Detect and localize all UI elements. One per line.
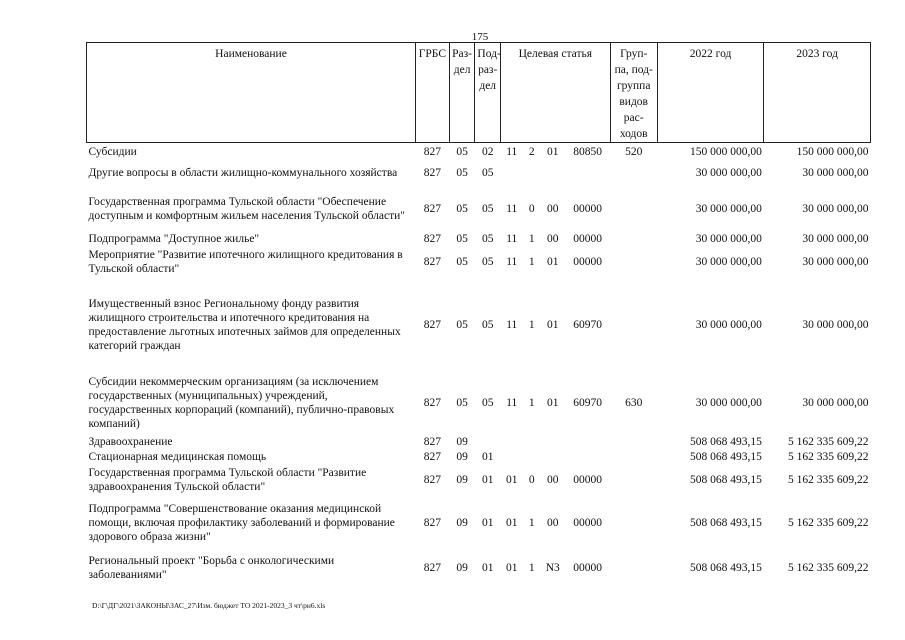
cell-target-event [540,434,565,449]
cell-target-program: 11 [506,397,518,409]
cell-target-event: 01 [547,256,559,268]
cell-target-event [540,159,565,187]
cell-target-direction [565,449,610,464]
cell-podrazdel: 01 [481,562,494,574]
cell-target-subprogram: 1 [528,256,535,268]
table-row [87,372,871,434]
cell-target-direction: 00000 [573,474,602,486]
cell-amount-2022: 30 000 000,00 [695,167,762,179]
cell-podrazdel: 01 [481,450,494,463]
cell-grbs: 827 [423,146,441,158]
cell-expense-group [610,246,657,278]
cell-amount-2022: 30 000 000,00 [695,203,762,215]
table-row [87,143,871,160]
cell-amount-2022: 508 068 493,15 [689,435,762,448]
table-row [87,159,871,187]
cell-expense-group [610,449,657,464]
table-row [87,496,871,550]
col-header-razdel: Раз- дел [449,43,475,143]
cell-amount-2023: 30 000 000,00 [802,232,869,245]
cell-target-direction: 60970 [573,397,602,409]
cell-razdel: 05 [456,146,468,158]
cell-target-program [501,449,524,464]
cell-amount-2022: 30 000 000,00 [695,232,762,245]
cell-razdel: 05 [456,167,468,179]
cell-amount-2022: 30 000 000,00 [695,256,762,268]
cell-expense-group [610,278,657,372]
cell-grbs: 827 [423,203,441,215]
cell-amount-2023: 150 000 000,00 [796,146,869,158]
table-row [87,231,871,246]
cell-podrazdel: 02 [481,146,494,158]
cell-target-direction: 00000 [573,203,602,215]
cell-amount-2023: 5 162 335 609,22 [788,435,869,448]
file-path-footer: D:\Г\ДГ\2021\ЗАКОНЫ\ЗАС_27\Изм. бюджет ТО 2021-2023_3 чт\рн6.xls [92,601,326,610]
cell-name: Государственная программа Тульской области "Обеспечение доступным и комфортным жильем населения Тульской области" [88,196,405,222]
cell-name: Имущественный взнос Региональному фонду развития жилищного строительства и ипотечного кредитования на предоставление льготных ипотечных займов для определенных категорий граждан [88,298,401,352]
col-header-podrazdel: Под- раз- дел [475,43,501,143]
cell-amount-2023: 5 162 335 609,22 [788,474,869,486]
cell-expense-group [610,464,657,496]
cell-amount-2022: 150 000 000,00 [689,146,762,158]
cell-razdel: 05 [456,319,468,331]
cell-target-direction: 80850 [573,146,602,158]
cell-target-event: 01 [547,319,559,331]
cell-razdel: 05 [456,256,468,268]
cell-target-program: 11 [506,146,518,158]
cell-amount-2023: 5 162 335 609,22 [788,517,869,529]
cell-target-subprogram [523,159,540,187]
col-header-2022: 2022 год [657,43,764,143]
cell-target-program: 11 [506,319,518,331]
cell-amount-2023: 30 000 000,00 [802,319,869,331]
cell-target-direction: 00000 [573,232,602,245]
cell-razdel: 05 [456,397,468,409]
cell-grbs: 827 [423,397,441,409]
cell-podrazdel: 05 [481,397,494,409]
cell-razdel: 09 [456,435,468,448]
cell-target-event: 01 [547,397,559,409]
header-row [87,43,871,143]
cell-expense-group [610,434,657,449]
cell-target-program: 01 [506,474,518,486]
cell-target-event: 00 [547,232,559,245]
cell-name: Стационарная медицинская помощь [88,450,267,463]
col-header-group: Груп- па, под- группа видов рас- ходов [610,43,657,143]
cell-grbs: 827 [423,450,441,463]
cell-podrazdel [475,434,501,449]
cell-razdel: 05 [456,232,468,245]
cell-amount-2022: 30 000 000,00 [695,319,762,331]
col-header-grbs: ГРБС [415,43,449,143]
cell-grbs: 827 [423,319,441,331]
cell-name: Подпрограмма "Совершенствование оказания медицинской помощи, включая профилактику заболеваний и формирование здорового образа жизни" [88,503,395,543]
cell-target-program [501,434,524,449]
cell-target-direction [565,434,610,449]
cell-target-program: 11 [506,203,518,215]
cell-target-direction: 00000 [573,517,602,529]
cell-target-program: 11 [506,256,518,268]
table-row [87,449,871,464]
cell-name: Другие вопросы в области жилищно-коммунального хозяйства [88,167,398,179]
cell-amount-2022: 508 068 493,15 [689,450,762,463]
cell-target-subprogram: 1 [528,319,535,331]
cell-target-subprogram: 1 [528,517,535,529]
cell-podrazdel: 05 [481,319,494,331]
cell-target-subprogram: 1 [528,232,535,245]
table-row [87,434,871,449]
cell-expense-group: 630 [625,397,643,409]
cell-podrazdel: 05 [481,167,494,179]
cell-name: Здравоохранение [88,435,173,448]
col-header-2023: 2023 год [764,43,871,143]
table-row [87,246,871,278]
cell-target-event: N3 [545,562,560,574]
cell-target-event [540,449,565,464]
cell-target-subprogram: 1 [528,397,535,409]
cell-podrazdel: 01 [481,474,494,486]
cell-target-event: 01 [547,146,559,158]
cell-amount-2023: 30 000 000,00 [802,167,869,179]
cell-expense-group: 520 [625,146,643,158]
cell-target-direction [565,159,610,187]
cell-name: Мероприятие "Развитие ипотечного жилищного кредитования в Тульской области" [88,249,403,275]
cell-expense-group [610,187,657,231]
cell-amount-2022: 508 068 493,15 [689,562,762,574]
table-body [87,143,871,587]
cell-expense-group [610,550,657,586]
budget-table [86,42,871,586]
cell-amount-2023: 30 000 000,00 [802,256,869,268]
table-row [87,278,871,372]
col-header-target: Целевая статья [501,43,611,143]
cell-target-subprogram: 2 [528,146,535,158]
page-number: 175 [471,31,489,43]
cell-podrazdel: 05 [481,203,494,215]
cell-grbs: 827 [423,167,441,179]
cell-grbs: 827 [423,562,441,574]
cell-target-program [501,159,524,187]
cell-podrazdel: 01 [481,517,494,529]
cell-expense-group [610,159,657,187]
cell-grbs: 827 [423,517,441,529]
cell-razdel: 05 [456,203,468,215]
cell-target-direction: 00000 [573,562,602,574]
col-header-name: Наименование [87,43,416,143]
cell-amount-2023: 30 000 000,00 [802,397,869,409]
cell-razdel: 09 [456,562,468,574]
cell-target-program: 01 [506,517,518,529]
cell-target-direction: 00000 [573,256,602,268]
cell-target-event: 00 [547,203,559,215]
cell-name: Подпрограмма "Доступное жилье" [88,232,260,245]
cell-expense-group [610,496,657,550]
cell-razdel: 09 [456,450,468,463]
cell-amount-2023: 5 162 335 609,22 [788,562,869,574]
cell-razdel: 09 [456,517,468,529]
cell-grbs: 827 [423,474,441,486]
cell-name: Субсидии [88,146,137,158]
cell-name: Субсидии некоммерческим организациям (за исключением государственных (муниципальных) учреждений, государственных корпораций (компаний), публично-правовых компаний) [88,376,395,430]
cell-grbs: 827 [423,232,441,245]
cell-grbs: 827 [423,256,441,268]
cell-amount-2023: 30 000 000,00 [802,203,869,215]
cell-amount-2023: 5 162 335 609,22 [788,450,869,463]
cell-target-subprogram: 1 [528,562,535,574]
cell-amount-2022: 508 068 493,15 [689,517,762,529]
cell-target-program: 01 [506,562,518,574]
cell-name: Региональный проект "Борьба с онкологическими заболеваниями" [88,555,335,581]
cell-expense-group [610,231,657,246]
cell-amount-2022: 508 068 493,15 [689,474,762,486]
table-row [87,187,871,231]
cell-target-subprogram: 0 [528,474,535,486]
cell-target-subprogram [523,434,540,449]
cell-podrazdel: 05 [481,232,494,245]
cell-target-direction: 60970 [573,319,602,331]
cell-target-subprogram [523,449,540,464]
table-row [87,550,871,586]
table-row [87,464,871,496]
cell-target-event: 00 [547,474,559,486]
cell-target-subprogram: 0 [528,203,535,215]
cell-grbs: 827 [423,435,441,448]
cell-razdel: 09 [456,474,468,486]
cell-amount-2022: 30 000 000,00 [695,397,762,409]
cell-podrazdel: 05 [481,256,494,268]
cell-name: Государственная программа Тульской области "Развитие здравоохранения Тульской области" [88,467,367,493]
cell-target-event: 00 [547,517,559,529]
cell-target-program: 11 [506,232,518,245]
